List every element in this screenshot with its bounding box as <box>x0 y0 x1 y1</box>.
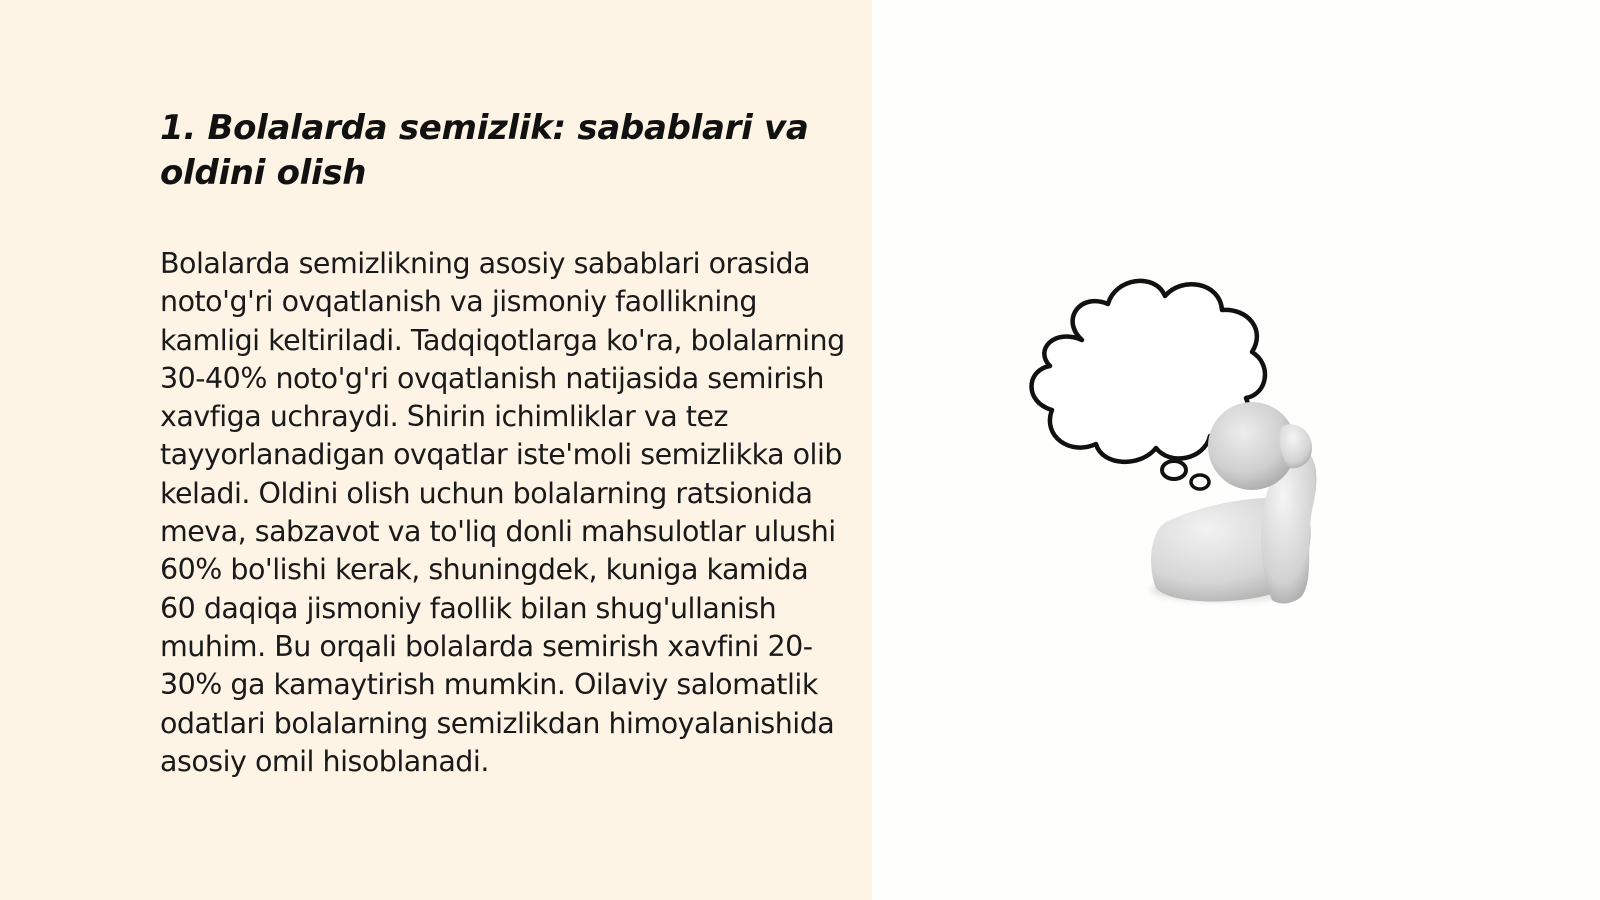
slide-title: 1. Bolalarda semizlik: sabablari va oldini olish <box>160 108 809 193</box>
thinking-person-icon <box>1020 270 1360 620</box>
slide-body-text: Bolalarda semizlikning asosiy sabablari orasida noto'g'ri ovqatlanish va jismoniy faollikning kamligi keltiriladi. Tadqiqotlarga ko'ra, bolalarning 30-40% noto'g'ri ovqatlanish natijasida semirish xavfiga uchraydi. Shirin ichimliklar va tez tayyorlanadigan ovqatlar iste'moli semizlikka olib keladi. Oldini olish uchun bolalarning ratsionida meva, sabzavot va to'liq donli mahsulotlar ulushi 60% bo'lishi kerak, shuningdek, kuniga kamida 60 daqiqa jismoniy faollik bilan shug'ullanish muhim. Bu orqali bolalarda semirish xavfini 20-30% ga kamaytirish mumkin. Oilaviy salomatlik odatlari bolalarning semizlikdan himoyalanishida asosiy omil hisoblanadi. <box>160 247 845 778</box>
